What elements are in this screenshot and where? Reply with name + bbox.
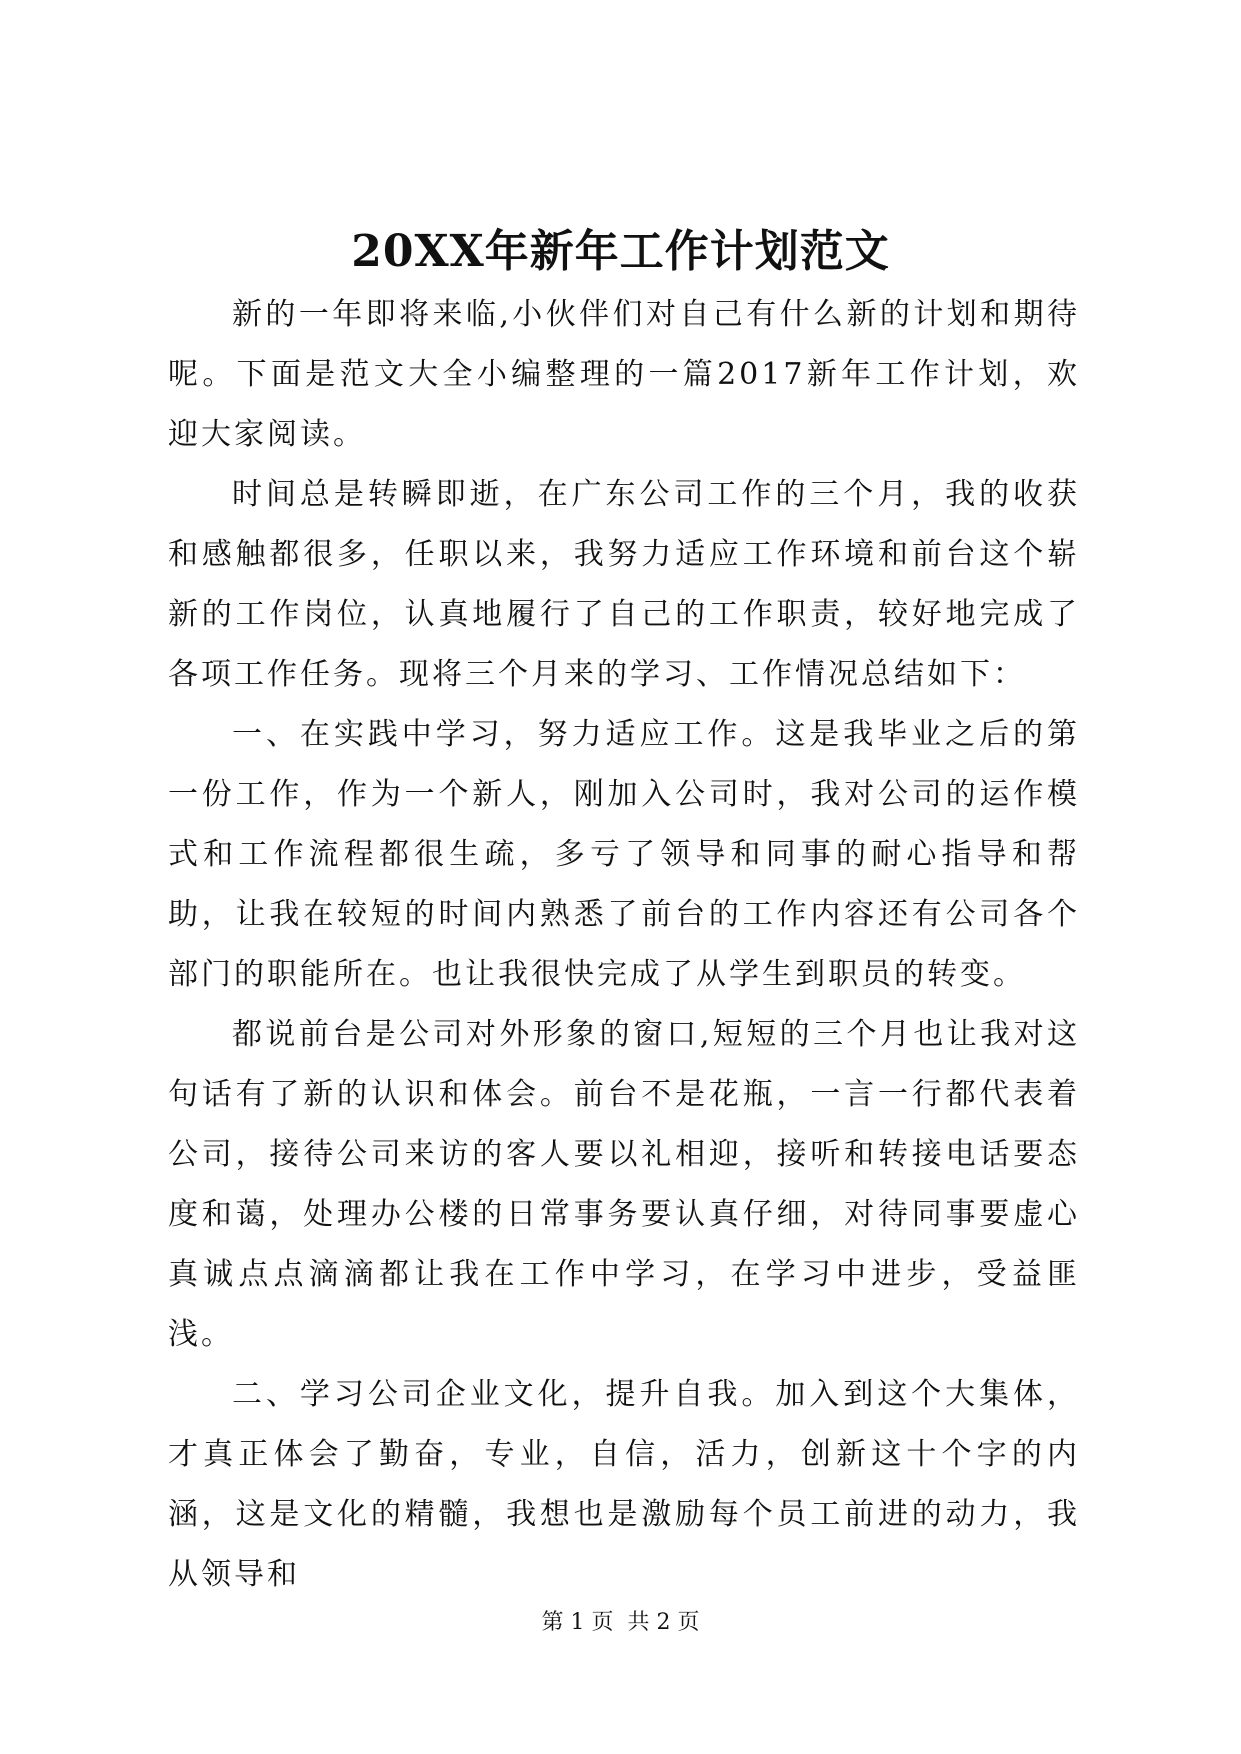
paragraph-section-one: 一、在实践中学习，努力适应工作。这是我毕业之后的第一份工作，作为一个新人，刚加入公司时，我对公司的运作模式和工作流程都很生疏，多亏了领导和同事的耐心指导和帮助，让我在较短的时间内熟悉了前台的工作内容还有公司各个部门的职能所在。也让我很快完成了从学生到职员的转变。	[168, 717, 1080, 992]
paragraph-summary: 时间总是转瞬即逝，在广东公司工作的三个月，我的收获和感触都很多，任职以来，我努力适应工作环境和前台这个崭新的工作岗位，认真地履行了自己的工作职责，较好地完成了各项工作任务。现将三个月来的学习、工作情况总结如下：	[168, 477, 1080, 692]
paragraph-reception: 都说前台是公司对外形象的窗口,短短的三个月也让我对这句话有了新的认识和体会。前台不是花瓶，一言一行都代表着公司，接待公司来访的客人要以礼相迎，接听和转接电话要态度和蔼，处理办公楼的日常事务要认真仔细，对待同事要虚心真诚点点滴滴都让我在工作中学习，在学习中进步，受益匪浅。	[168, 1017, 1080, 1352]
page-footer	[0, 1608, 1241, 1638]
paragraph-intro: 新的一年即将来临,小伙伴们对自己有什么新的计划和期待呢。下面是范文大全小编整理的一篇2017新年工作计划，欢迎大家阅读。	[168, 297, 1080, 452]
paragraph-section-two: 二、学习公司企业文化，提升自我。加入到这个大集体，才真正体会了勤奋，专业，自信，活力，创新这十个字的内涵，这是文化的精髓，我想也是激励每个员工前进的动力，我从领导和	[168, 1377, 1080, 1592]
page-number: 第 1 页 共 2 页	[541, 1610, 700, 1635]
document-body	[168, 285, 1080, 1605]
document-title: 20XX年新年工作计划范文	[351, 226, 890, 277]
